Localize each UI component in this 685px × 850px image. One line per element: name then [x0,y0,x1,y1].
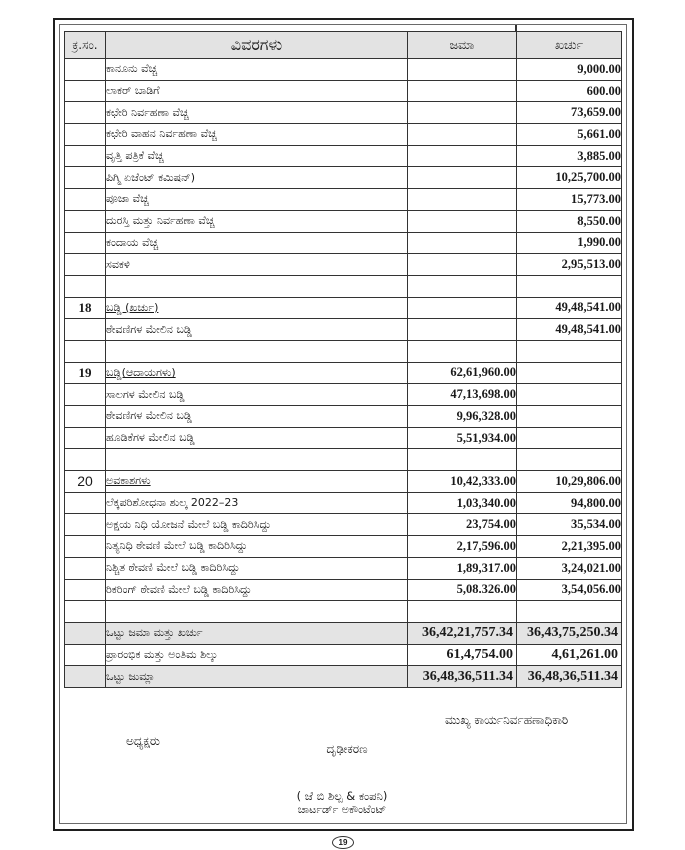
row-description [106,275,408,297]
row-credit: 1,89,317.00 [408,557,517,579]
ledger-table [64,31,622,688]
section-heading: ಬಡ್ಡಿ(ಆದಾಯಗಳು) [106,365,176,379]
table-header-row [65,32,622,59]
row-serial [65,124,106,146]
table-row [65,189,622,211]
row-credit [408,189,517,211]
certification-label: ದೃಢೀಕರಣ [326,742,368,756]
row-description [106,362,408,384]
table-row [65,319,622,341]
row-credit: 47,13,698.00 [408,384,517,406]
table-row [65,59,622,81]
row-serial [65,579,106,601]
row-description: ಹೂಡಿಕೆಗಳ ಮೇಲಿನ ಬಡ್ಡಿ [106,427,408,449]
row-credit [408,601,517,623]
header-credit: ಜಮಾ [408,32,517,59]
auditor-title: ಚಾರ್ಟರ್ಡ್ ಅಕೌಂಟೆಂಟ್ [297,803,387,816]
table-row [65,102,622,124]
table-row [65,492,622,514]
row-description: ಕಂದಾಯ ವೆಚ್ಚ [106,232,408,254]
row-credit [408,319,517,341]
grand-total-row [65,666,622,688]
row-serial [65,319,106,341]
row-debit: 4,61,261.00 [517,644,622,666]
table-row [65,557,622,579]
row-description: ಠೇವಣಿಗಳ ಮೇಲಿನ ಬಡ್ಡಿ [106,319,408,341]
row-description: ಸವಕಳಿ [106,254,408,276]
row-credit: 23,754.00 [408,514,517,536]
row-description [106,297,408,319]
row-serial [65,384,106,406]
row-credit: 36,48,36,511.34 [408,666,517,688]
row-description: ಕಛೇರಿ ನಿರ್ವಹಣಾ ವೆಚ್ಚ [106,102,408,124]
row-debit [517,275,622,297]
row-debit: 36,48,36,511.34 [517,666,622,688]
row-debit: 35,534.00 [517,514,622,536]
header-particulars: ವಿವರಗಳು [106,32,408,59]
row-description [106,601,408,623]
row-debit [517,427,622,449]
blank-row [65,275,622,297]
row-description: ಒಟ್ಟು ಜಮಾ ಮತ್ತು ಖರ್ಚು [106,622,408,644]
row-description: ಪಿಗ್ಮಿ ಏಜೆಂಟ್ ಕಮಿಷನ್) [106,167,408,189]
section-row [65,471,622,493]
row-description: ಅಕ್ಷಯ ನಿಧಿ ಯೋಜನೆ ಮೇಲೆ ಬಡ್ಡಿ ಕಾದಿರಿಸಿದ್ದು [106,514,408,536]
row-credit [408,340,517,362]
row-serial: 20 [65,471,106,493]
row-description [106,340,408,362]
row-description: ನಿತ್ಯನಿಧಿ ಠೇವಣಿ ಮೇಲೆ ಬಡ್ಡಿ ಕಾದಿರಿಸಿದ್ದು [106,536,408,558]
table-row [65,536,622,558]
row-debit [517,362,622,384]
row-serial [65,514,106,536]
table-row [65,210,622,232]
row-credit [408,124,517,146]
row-credit: 2,17,596.00 [408,536,517,558]
row-debit: 3,885.00 [517,145,622,167]
row-description [106,471,408,493]
row-serial [65,557,106,579]
row-debit: 3,24,021.00 [517,557,622,579]
row-serial [65,340,106,362]
table-row [65,427,622,449]
table-row [65,167,622,189]
section-heading: ಅವಕಾಶಗಳು [106,474,151,488]
row-description: ಲಾಕರ್ ಬಾಡಿಗೆ [106,80,408,102]
row-debit: 10,29,806.00 [517,471,622,493]
opening-closing-balance-row [65,644,622,666]
president-signature-label: ಅಧ್ಯಕ್ಷರು [126,734,160,748]
row-debit [517,340,622,362]
row-credit [408,80,517,102]
row-credit [408,232,517,254]
row-debit: 9,000.00 [517,59,622,81]
row-description: ಕಾನೂನು ವೆಚ್ಚ [106,59,408,81]
row-description: ಒಟ್ಟು ಜುಮ್ಲಾ [106,666,408,688]
row-debit [517,384,622,406]
row-serial [65,59,106,81]
row-serial [65,601,106,623]
row-debit: 49,48,541.00 [517,319,622,341]
total-credit-debit-row [65,622,622,644]
row-debit: 8,550.00 [517,210,622,232]
row-description: ಪೂಜಾ ವೆಚ್ಚ [106,189,408,211]
row-debit: 73,659.00 [517,102,622,124]
header-serial-number: ಕ್ರ.ಸಂ. [65,32,106,59]
row-serial [65,232,106,254]
row-credit [408,145,517,167]
row-serial [65,622,106,644]
row-debit: 2,95,513.00 [517,254,622,276]
row-debit [517,601,622,623]
row-credit: 5,08.326.00 [408,579,517,601]
row-debit: 600.00 [517,80,622,102]
table-row [65,145,622,167]
row-serial: 18 [65,297,106,319]
page-number: 19 [332,836,354,849]
row-serial [65,145,106,167]
row-debit [517,406,622,428]
row-serial [65,102,106,124]
row-credit: 10,42,333.00 [408,471,517,493]
row-serial [65,536,106,558]
row-debit: 1,990.00 [517,232,622,254]
table-row [65,232,622,254]
section-row [65,297,622,319]
table-row [65,124,622,146]
row-description: ಪ್ರಾರಂಭಿಕ ಮತ್ತು ಅಂತಿಮ ಶಿಲ್ಕು [106,644,408,666]
row-credit: 9,96,328.00 [408,406,517,428]
row-credit: 62,61,960.00 [408,362,517,384]
row-credit [408,210,517,232]
section-heading: ಬಡ್ಡಿ (ಖರ್ಚು) [106,300,159,314]
row-serial [65,254,106,276]
row-serial [65,210,106,232]
table-row [65,254,622,276]
row-serial [65,449,106,471]
row-description: ಠೇವಣಿಗಳ ಮೇಲಿನ ಬಡ್ಡಿ [106,406,408,428]
row-debit: 15,773.00 [517,189,622,211]
row-credit [408,167,517,189]
row-description: ಕಛೇರಿ ವಾಹನ ನಿರ್ವಹಣಾ ವೆಚ್ಚ [106,124,408,146]
row-description: ರಿಕರಿಂಗ್ ಠೇವಣಿ ಮೇಲೆ ಬಡ್ಡಿ ಕಾದಿರಿಸಿದ್ದು [106,579,408,601]
table-row [65,579,622,601]
row-credit: 61,4,754.00 [408,644,517,666]
row-credit [408,59,517,81]
row-credit [408,449,517,471]
row-credit: 36,42,21,757.34 [408,622,517,644]
table-row [65,384,622,406]
row-debit: 94,800.00 [517,492,622,514]
row-debit: 2,21,395.00 [517,536,622,558]
row-description: ವೃತ್ತಿ ಪತ್ರಿಕೆ ವೆಚ್ಚ [106,145,408,167]
row-debit: 3,54,056.00 [517,579,622,601]
row-description: ಸಾಲಗಳ ಮೇಲಿನ ಬಡ್ಡಿ [106,384,408,406]
row-description: ನಿಶ್ಚಿತ ಠೇವಣಿ ಮೇಲೆ ಬಡ್ಡಿ ಕಾದಿರಿಸಿದ್ದು [106,557,408,579]
row-credit: 1,03,340.00 [408,492,517,514]
blank-row [65,449,622,471]
header-debit: ಖರ್ಚು [517,32,622,59]
table-row [65,406,622,428]
row-description: ದುರಸ್ತಿ ಮತ್ತು ನಿರ್ವಹಣಾ ವೆಚ್ಚ [106,210,408,232]
row-serial [65,80,106,102]
row-serial [65,427,106,449]
row-serial [65,644,106,666]
row-credit: 5,51,934.00 [408,427,517,449]
blank-row [65,340,622,362]
row-serial: 19 [65,362,106,384]
table-row [65,514,622,536]
row-credit [408,102,517,124]
row-credit [408,254,517,276]
section-row [65,362,622,384]
blank-row [65,601,622,623]
row-serial [65,406,106,428]
row-debit [517,449,622,471]
row-credit [408,275,517,297]
row-description: ಲೆಕ್ಕಪರಿಶೋಧನಾ ಶುಲ್ಕ 2022–23 [106,492,408,514]
row-serial [65,167,106,189]
table-row [65,80,622,102]
row-credit [408,297,517,319]
row-serial [65,492,106,514]
row-serial [65,275,106,297]
row-debit: 49,48,541.00 [517,297,622,319]
row-debit: 10,25,700.00 [517,167,622,189]
ceo-signature-label: ಮುಖ್ಯ ಕಾರ್ಯನಿರ್ವಹಣಾಧಿಕಾರಿ [445,713,569,727]
row-debit: 36,43,75,250.34 [517,622,622,644]
row-description [106,449,408,471]
row-serial [65,666,106,688]
row-debit: 5,661.00 [517,124,622,146]
row-serial [65,189,106,211]
auditor-firm-name: ( ಜೆ ಬಿ ಶಿಲ್ಪ & ಕಂಪನಿ) [296,789,388,803]
